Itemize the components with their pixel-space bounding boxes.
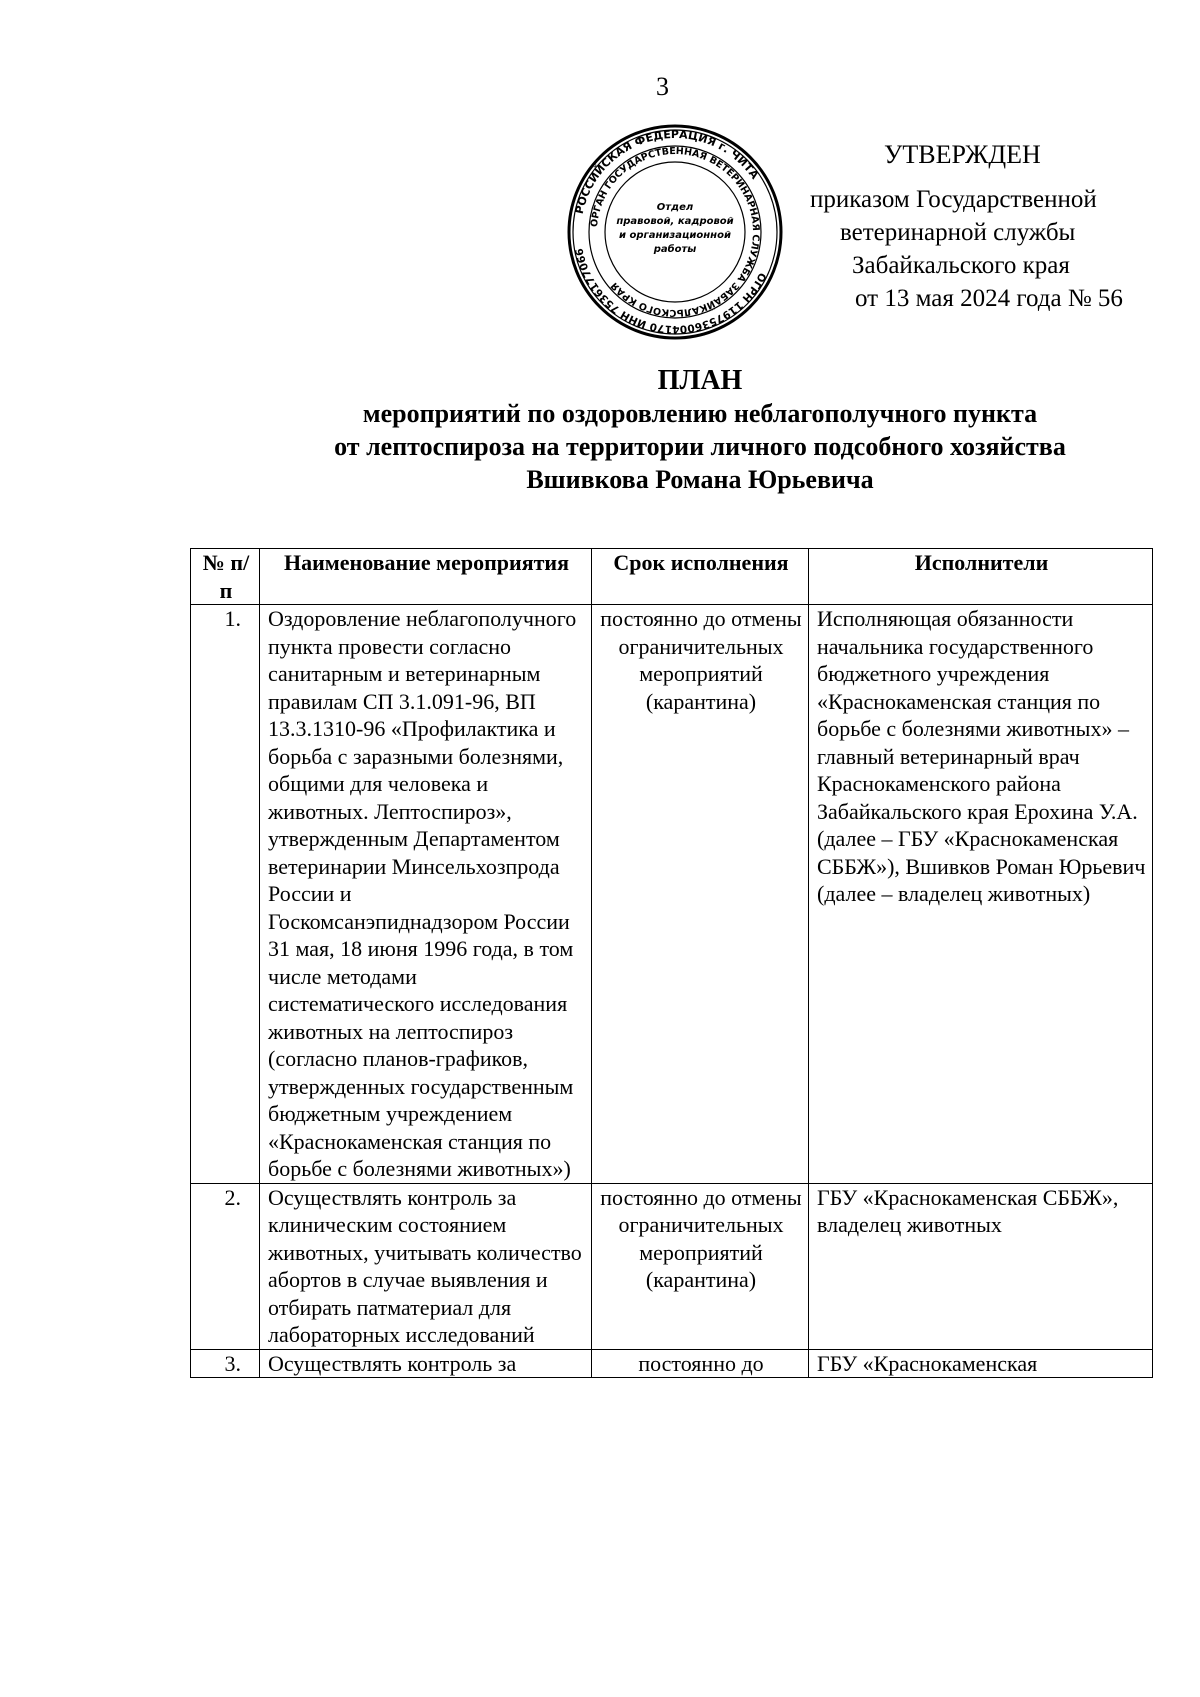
approval-date-line: от 13 мая 2024 года № 56: [855, 285, 1123, 312]
title-line: Вшивкова Романа Юрьевича: [526, 465, 874, 494]
seal-center-line: Отдел: [656, 202, 694, 213]
table-row: [191, 1349, 1153, 1378]
cell-executors: ГБУ «Краснокаменская: [809, 1349, 1153, 1378]
page-number: 3: [656, 72, 669, 101]
seal-center-line: правовой, кадровой: [616, 216, 734, 227]
seal-outer-text: РОССИЙСКАЯ ФЕДЕРАЦИЯ г. ЧИТА: [572, 127, 762, 216]
cell-executors: ГБУ «Краснокаменская СББЖ», владелец животных: [809, 1183, 1153, 1349]
table-row: [191, 605, 1153, 1184]
seal-center-line: и организационной: [619, 230, 731, 241]
cell-deadline: постоянно до: [592, 1349, 809, 1378]
cell-num: 1.: [191, 605, 260, 1184]
approval-block: [800, 138, 1180, 315]
seal-inner-text: ОРГАН ГОСУДАРСТВЕННАЯ ВЕТЕРИНАРНАЯ СЛУЖБА ЗАБАЙКАЛЬСКОГО КРАЯ: [589, 145, 762, 319]
cell-deadline: постоянно до отмены ограничительных мероприятий (карантина): [592, 1183, 809, 1349]
header-name: Наименование мероприятия: [260, 549, 592, 605]
official-seal-stamp: [567, 124, 783, 340]
approval-line: приказом Государственной: [810, 186, 1097, 213]
plan-table: [190, 548, 1153, 1378]
header-deadline: Срок исполнения: [592, 549, 809, 605]
cell-name: Оздоровление неблагополучного пункта провести согласно санитарным и ветеринарным правилам СП 3.1.091-96, ВП 13.3.1310-96 «Профилактика и борьба с заразными болезнями, общими для человека и животных. Лептоспироз», утвержденным Департаментом ветеринарии Минсельхозпрода России и Госкомсанэпиднадзором России 31 мая, 18 июня 1996 года, в том числе методами систематического исследования животных на лептоспироз (согласно планов-графиков, утвержденных государственным бюджетным учреждением «Краснокаменская станция по борьбе с болезнями животных»): [260, 605, 592, 1184]
cell-executors: Исполняющая обязанности начальника государственного бюджетного учреждения «Краснокаменская станция по борьбе с болезнями животных» – главный ветеринарный врач Краснокаменского района Забайкальского края Ерохина У.А. (далее – ГБУ «Краснокаменская СББЖ»), Вшивков Роман Юрьевич (далее – владелец животных): [809, 605, 1153, 1184]
approval-line: Забайкальского края: [852, 252, 1070, 279]
document-title: [200, 364, 1200, 496]
title-line: от лептоспироза на территории личного подсобного хозяйства: [334, 432, 1066, 461]
approval-heading: УТВЕРЖДЕН: [884, 140, 1041, 169]
table-row: [191, 1183, 1153, 1349]
table-header-row: [191, 549, 1153, 605]
cell-name: Осуществлять контроль за: [260, 1349, 592, 1378]
header-executors: Исполнители: [809, 549, 1153, 605]
cell-deadline: постоянно до отмены ограничительных мероприятий (карантина): [592, 605, 809, 1184]
title-main: ПЛАН: [657, 365, 743, 396]
cell-num: 3.: [191, 1349, 260, 1378]
cell-num: 2.: [191, 1183, 260, 1349]
cell-name: Осуществлять контроль за клиническим состоянием животных, учитывать количество абортов в случае выявления и отбирать патматериал для лабораторных исследований: [260, 1183, 592, 1349]
approval-line: ветеринарной службы: [840, 219, 1076, 246]
header-num: № п/п: [191, 549, 260, 605]
title-line: мероприятий по оздоровлению неблагополучного пункта: [362, 399, 1038, 428]
seal-center-line: работы: [653, 244, 697, 255]
seal-registration-text: ОГРН 1197536004170 ИНН 7536177066: [573, 247, 769, 336]
